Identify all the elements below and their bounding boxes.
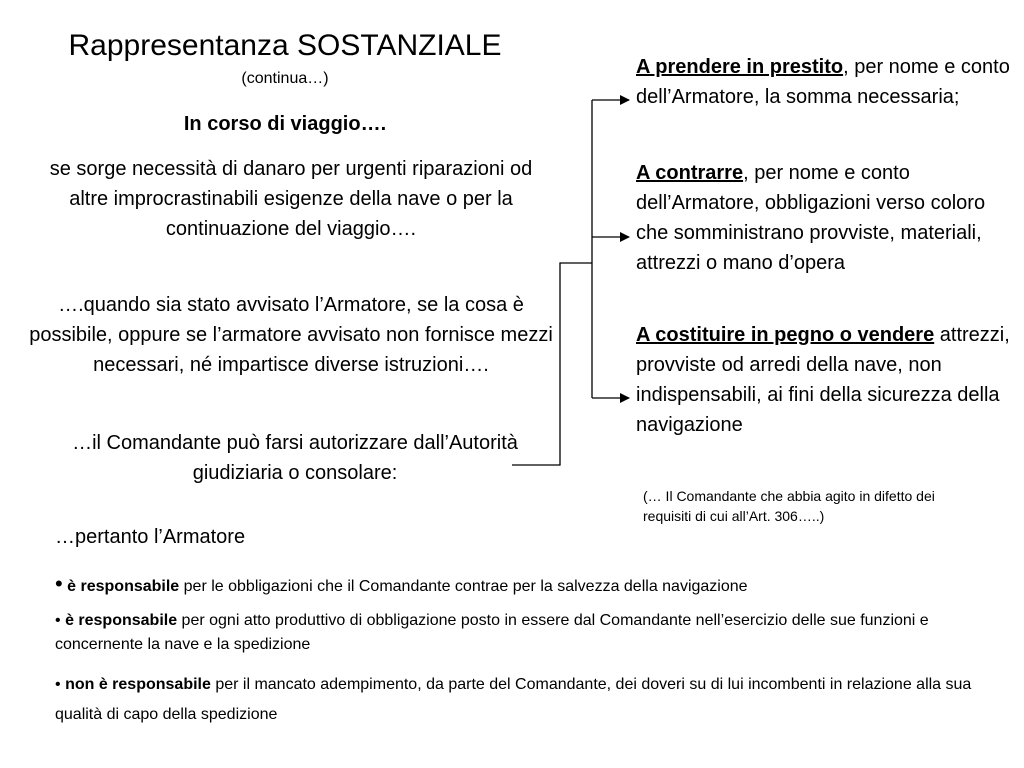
- right-item-key: A costituire in pegno o vendere: [636, 324, 935, 346]
- slide-subtitle: (continua…): [241, 70, 329, 87]
- bullet-bold: non è responsabile: [65, 676, 211, 693]
- bullet-marker: •: [55, 571, 63, 596]
- right-item-key: A prendere in prestito: [636, 56, 844, 78]
- slide-title: Rappresentanza SOSTANZIALE: [68, 29, 502, 62]
- right-item-pledge: [636, 320, 1016, 440]
- bullet-bold: è responsabile: [65, 612, 178, 629]
- paragraph-necessity: se sorge necessità di danaro per urgenti riparazioni od altre improcrastinabili esigenze della nave o per la continuazione del viaggio….: [49, 158, 533, 240]
- paragraph-owner-notified: ….quando sia stato avvisato l’Armatore, se la cosa è possibile, oppure se l’armatore avvisato non fornisce mezzi necessari, né impartisce diverse istruzioni….: [29, 294, 553, 376]
- article-note: (… Il Comandante che abbia agito in difetto dei requisiti di cui all’Art. 306…..): [643, 488, 935, 524]
- bullet-bold: è responsabile: [67, 578, 180, 595]
- section-heading: In corso di viaggio….: [183, 113, 387, 135]
- conclusion-lead: …pertanto l’Armatore: [55, 526, 246, 548]
- paragraph-authorization: …il Comandante può farsi autorizzare dall’Autorità giudiziaria o consolare:: [72, 432, 518, 484]
- bullet-item: [55, 670, 985, 730]
- bullet-text: per il mancato adempimento, da parte del Comandante, dei doveri su di lui incombenti in relazione alla sua qualità di capo della spedizione: [55, 676, 972, 723]
- right-item-text: , per nome e conto dell’Armatore, obbligazioni verso coloro che somministrano provviste, materiali, attrezzi o mano d’opera: [636, 162, 986, 274]
- right-item-key: A contrarre: [636, 162, 744, 184]
- bullet-text: per ogni atto produttivo di obbligazione posto in essere dal Comandante nell’esercizio delle sue funzioni e concernente la nave e la spedizione: [55, 612, 929, 653]
- bullet-marker: •: [55, 612, 61, 629]
- bullet-item: [55, 609, 985, 657]
- bullet-item: [55, 572, 985, 599]
- right-item-text: , per nome e conto dell’Armatore, la somma necessaria;: [636, 56, 1010, 108]
- right-item-contract: [636, 158, 1016, 278]
- bullet-text: per le obbligazioni che il Comandante contrae per la salvezza della navigazione: [179, 578, 748, 595]
- right-item-text: attrezzi, provviste od arredi della nave, non indispensabili, ai fini della sicurezza della navigazione: [636, 324, 1010, 436]
- right-item-borrow: [636, 52, 1016, 112]
- bullet-marker: •: [55, 676, 61, 693]
